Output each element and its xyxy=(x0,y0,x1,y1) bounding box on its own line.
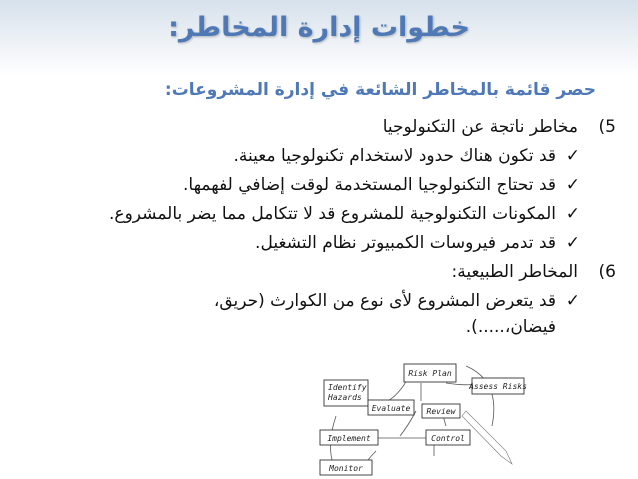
section-number: 6) xyxy=(598,262,616,282)
identify-label-line1: Identify xyxy=(328,383,367,392)
list-item-continuation xyxy=(16,317,616,346)
check-icon: ✓ xyxy=(565,204,580,224)
list-item xyxy=(16,230,616,259)
section-5-heading-line xyxy=(16,114,616,143)
check-icon: ✓ xyxy=(565,146,580,166)
bullet-continuation: فيضان،.....). xyxy=(465,317,556,337)
slide-title: خطوات إدارة المخاطر: xyxy=(168,12,470,43)
bullet-text: قد تدمر فيروسات الكمبيوتر نظام التشغيل. xyxy=(255,233,556,253)
bullet-text: قد تكون هناك حدود لاستخدام تكنولوجيا معينة. xyxy=(233,146,556,166)
risk-plan-sketch xyxy=(316,356,530,479)
slide-subtitle: حصر قائمة بالمخاطر الشائعة في إدارة المشروعات: xyxy=(164,80,596,100)
section-heading: مخاطر ناتجة عن التكنولوجيا xyxy=(382,117,578,137)
risk-plan-label: Risk Plan xyxy=(408,369,452,378)
list-item xyxy=(16,201,616,230)
list-item xyxy=(16,143,616,172)
section-number: 5) xyxy=(598,117,616,137)
section-6-heading-line xyxy=(16,259,616,288)
bullet-text: المكونات التكنولوجية للمشروع قد لا تتكامل مما يضر بالمشروع. xyxy=(109,204,556,224)
content-list xyxy=(16,114,616,346)
section-heading: المخاطر الطبيعية: xyxy=(451,262,578,282)
assess-risks-label: Assess Risks xyxy=(469,382,527,391)
check-icon: ✓ xyxy=(565,233,580,253)
check-icon: ✓ xyxy=(565,291,580,311)
control-label: Control xyxy=(431,434,465,443)
review-label: Review xyxy=(426,407,456,416)
bullet-text: قد يتعرض المشروع لأى نوع من الكوارث (حريق، xyxy=(213,291,556,311)
monitor-label: Monitor xyxy=(329,464,363,473)
implement-label: Implement xyxy=(327,434,371,443)
bullet-text: قد تحتاج التكنولوجيا المستخدمة لوقت إضافي لفهمها. xyxy=(183,175,556,195)
check-icon: ✓ xyxy=(565,175,580,195)
evaluate-label: Evaluate xyxy=(371,404,411,413)
risk-plan-diagram xyxy=(316,356,530,479)
list-item xyxy=(16,288,616,317)
identify-label-line2: Hazards xyxy=(328,393,362,402)
list-item xyxy=(16,172,616,201)
